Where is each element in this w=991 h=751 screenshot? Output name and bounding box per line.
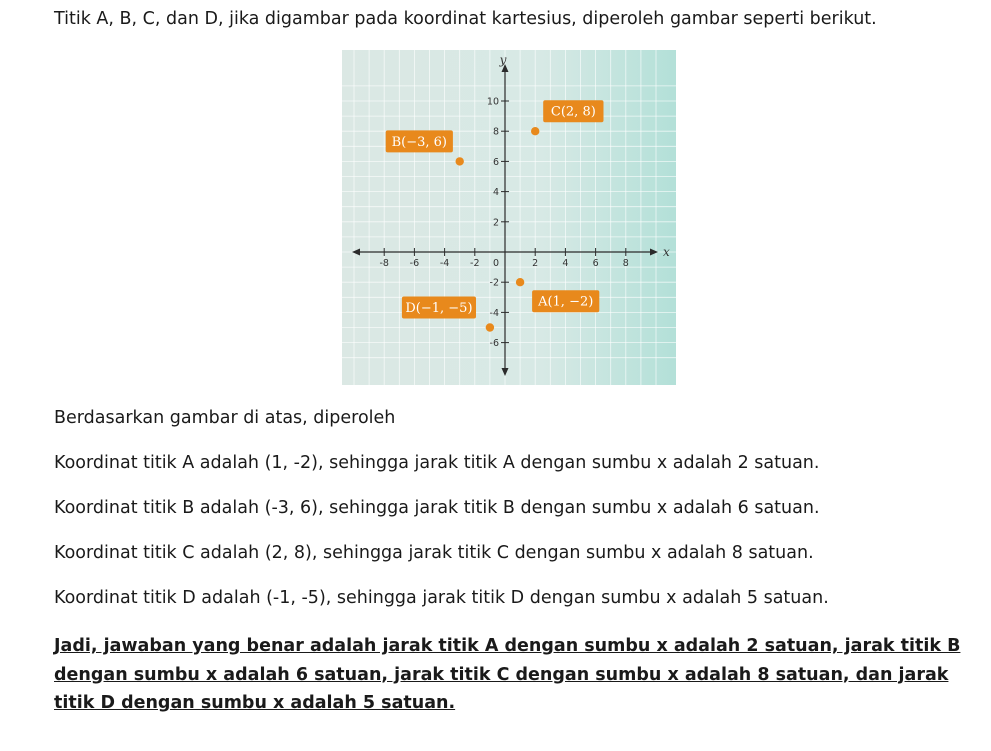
point-a-label: A(1, −2) [538, 294, 594, 310]
y-axis-label: y [499, 53, 507, 67]
origin-label: 0 [492, 258, 500, 269]
y-tick-label: 4 [492, 187, 499, 199]
y-tick-label: 2 [492, 217, 499, 229]
x-axis-label: x [663, 245, 670, 259]
statement-a: Koordinat titik A adalah (1, -2), sehingga jarak titik A dengan sumbu x adalah 2 satuan. [54, 453, 820, 473]
point-c-marker [531, 127, 539, 135]
point-d-label: D(−1, −5) [405, 301, 473, 316]
x-tick-label: 8 [622, 258, 629, 269]
intro-text: Titik A, B, C, dan D, jika digambar pada koordinat kartesius, diperoleh gambar seperti berikut. [54, 9, 877, 29]
x-tick-label: -6 [409, 258, 420, 269]
statement-c: Koordinat titik C adalah (2, 8), sehingga jarak titik C dengan sumbu x adalah 8 satuan. [54, 543, 814, 563]
point-a-marker [516, 278, 524, 286]
lead-text: Berdasarkan gambar di atas, diperoleh [54, 408, 396, 428]
y-tick-label: -2 [489, 277, 499, 289]
x-tick-label: -8 [379, 258, 389, 269]
x-tick-label: 6 [592, 258, 599, 269]
x-tick-label: -2 [470, 258, 480, 269]
y-tick-label: 10 [486, 96, 499, 108]
point-c-label: C(2, 8) [550, 104, 596, 120]
x-tick-label: -4 [439, 258, 450, 269]
x-tick-label: 2 [532, 258, 539, 269]
cartesian-plot-figure [342, 50, 676, 385]
point-b-marker [456, 157, 464, 165]
point-d-marker [486, 323, 494, 331]
y-tick-label: 6 [492, 156, 499, 168]
conclusion-text: Jadi, jawaban yang benar adalah jarak titik A dengan sumbu x adalah 2 satuan, jarak titik B dengan sumbu x adalah 6 satuan, jarak titik C dengan sumbu x adalah 8 satuan, dan jarak titik D dengan sumbu x adalah 5 satuan. [54, 636, 961, 713]
y-tick-label: -6 [489, 338, 499, 350]
y-tick-label: 8 [492, 126, 499, 138]
statement-d: Koordinat titik D adalah (-1, -5), sehingga jarak titik D dengan sumbu x adalah 5 satuan. [54, 588, 829, 608]
cartesian-plot [342, 50, 676, 385]
statement-b: Koordinat titik B adalah (-3, 6), sehingga jarak titik B dengan sumbu x adalah 6 satuan. [54, 498, 820, 518]
x-tick-label: 4 [562, 258, 569, 269]
point-b-label: B(−3, 6) [391, 134, 448, 150]
y-tick-label: -4 [489, 307, 499, 319]
